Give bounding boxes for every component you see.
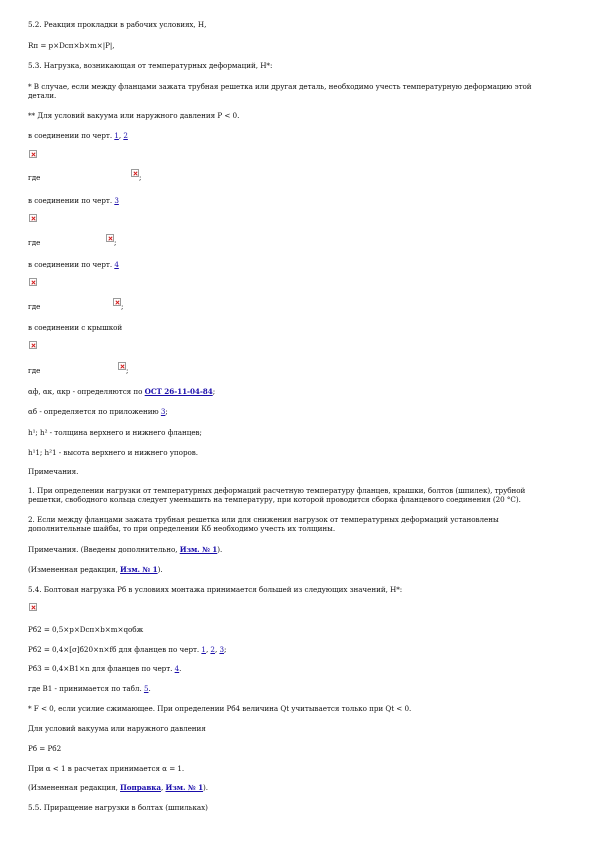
connection-with-cover: в соединении с крышкой (28, 323, 123, 332)
link-amendment-1[interactable]: Изм. № 1 (179, 545, 218, 554)
note-1-line2: решетки, свободного кольца следует уменьшить на температуру, при которой проводится сборка фланцевого соединения (20 °С). (28, 495, 521, 504)
note-1-line1: 1. При определении нагрузки от температурных деформаций расчетную температуру фланцев, крышки, болтов (шпилек), трубной (28, 486, 526, 495)
b1-definition: где B1 - принимается по табл. 5. (28, 684, 151, 693)
where-clause-3: где (28, 302, 41, 311)
link-drawing-3[interactable]: 3 (114, 196, 119, 205)
footnote-compressive-force: * F < 0, если усилие сжимающее. При определении Pб4 величина Qt учитывается только при Qt < 0. (28, 704, 412, 713)
link-drawing-1[interactable]: 1 (114, 131, 119, 140)
formula-bolt-load-1: Pб2 = 0,5×p×Dсп×b×m×qобж (28, 625, 144, 634)
where-clause-2-end: ; (114, 238, 117, 247)
broken-image-icon (29, 150, 37, 158)
broken-image-icon (29, 214, 37, 222)
link-drawing-4[interactable]: 4 (174, 664, 180, 673)
connection-drawing-3: в соединении по черт. 3 (28, 196, 119, 205)
footnote-vacuum: ** Для условий вакуума или наружного давления P < 0. (28, 111, 240, 120)
changed-edition-2: (Измененная редакция, Поправка, Изм. № 1). (28, 783, 209, 792)
broken-image-icon (113, 298, 121, 306)
broken-image-icon (29, 278, 37, 286)
alpha-definition: αф, αк, αкр - определяются по ОСТ 26-11-04-84; (28, 387, 216, 396)
where-clause-4-end: ; (126, 366, 129, 375)
formula-bolt-load-vacuum: Pб = Pб2 (28, 744, 62, 753)
footnote-tube-sheet-line2: детали. (28, 91, 57, 100)
broken-image-icon (29, 341, 37, 349)
formula-gasket-reaction: Rп = p×Dсп×b×m×|P|, (28, 41, 115, 50)
note-2-line2: дополнительные шайбы, то при определении Кб необходимо учесть их толщины. (28, 524, 336, 533)
where-clause-4: где (28, 366, 41, 375)
broken-image-icon (118, 362, 126, 370)
link-amendment-1[interactable]: Изм. № 1 (120, 565, 158, 574)
link-drawing-4[interactable]: 4 (114, 260, 119, 269)
broken-image-icon (131, 169, 139, 177)
where-clause-3-end: ; (121, 302, 124, 311)
section-5-5-heading: 5.5. Приращение нагрузки в болтах (шпильках) (28, 803, 208, 812)
formula-bolt-load-3: Pб3 = 0,4×B1×n для фланцев по черт. 4. (28, 664, 182, 673)
notes-amendment: Примечания. (Введены дополнительно, Изм. № 1). (28, 545, 223, 554)
section-5-2-heading: 5.2. Реакция прокладки в рабочих условиях, Н, (28, 20, 207, 29)
formula-bolt-load-2: Pб2 = 0,4×[σ]б20×n×fб для фланцев по черт. 1, 2, 3; (28, 645, 227, 654)
note-2-line1: 2. Если между фланцами зажата трубная решетка или для снижения нагрузок от температурных деформаций установлены (28, 515, 499, 524)
broken-image-icon (29, 603, 37, 611)
alpha-bolt-definition: αб - определяется по приложению 3; (28, 407, 168, 416)
link-ost-standard[interactable]: ОСТ 26-11-04-84 (144, 387, 213, 396)
link-drawing-2[interactable]: 2 (123, 131, 128, 140)
link-table-5[interactable]: 5 (143, 684, 149, 693)
notes-heading: Примечания. (28, 467, 79, 476)
changed-edition-1: (Измененная редакция, Изм. № 1). (28, 565, 163, 574)
link-drawing-3[interactable]: 3 (219, 645, 224, 654)
link-amendment-1[interactable]: Изм. № 1 (165, 783, 204, 792)
section-5-4-heading: 5.4. Болтовая нагрузка Pб в условиях монтажа принимается большей из следующих значений, Н*: (28, 585, 403, 594)
flange-thickness-definition: h¹; h² - толщина верхнего и нижнего фланцев; (28, 428, 202, 437)
link-correction[interactable]: Поправка (120, 783, 162, 792)
broken-image-icon (106, 234, 114, 242)
where-clause-1: где (28, 173, 41, 182)
link-drawing-2[interactable]: 2 (210, 645, 215, 654)
link-drawing-1[interactable]: 1 (201, 645, 206, 654)
where-clause-2: где (28, 238, 41, 247)
connection-drawing-4: в соединении по черт. 4 (28, 260, 119, 269)
vacuum-condition: Для условий вакуума или наружного давления (28, 724, 206, 733)
link-appendix-3[interactable]: 3 (160, 407, 166, 416)
where-clause-1-end: ; (139, 173, 142, 182)
connection-drawing-1-2: в соединении по черт. 1, 2 (28, 131, 128, 140)
footnote-tube-sheet-line1: * В случае, если между фланцами зажата трубная решетка или другая деталь, необходимо учесть температурную деформацию этой (28, 82, 532, 91)
alpha-rule: При α < 1 в расчетах принимается α = 1. (28, 764, 185, 773)
stop-height-definition: h¹1; h²1 - высота верхнего и нижнего упоров. (28, 448, 199, 457)
section-5-3-heading: 5.3. Нагрузка, возникающая от температурных деформаций, Н*: (28, 61, 273, 70)
